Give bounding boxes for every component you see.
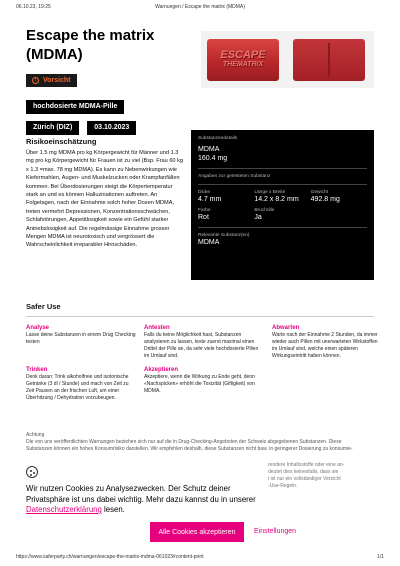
thickness-label: Dicke — [198, 190, 210, 195]
page-title: Escape the matrix (MDMA) — [26, 27, 155, 63]
warning-badge — [26, 74, 77, 87]
pill-imprint-line1: ESCAPE — [220, 49, 266, 61]
risk-text: Über 1.5 mg MDMA pro kg Körpergewicht für Männer und 1.3 mg pro kg Körpergewicht für Frauen ist zu viel (Bsp. Frau 60 kg x 1.3 =max. 78 mg MDMA). Es kann zu Nebenwirkungen wie Kiefermahlen, Augen- und Muskelzucken oder Krampfanfällen kommen. Bei Überdosierungen steigt die Körpertemperatur stark an und es können Halluzinationen auftreten. An Folgetagen, nach der Einnahme solch hoher Dosen MDMA, treten vermehrt Depressionen, Konzentrationsschwächen, Schlafstörungen, Appetitlosigkeit sowie ein Gefühl starker Antriebslosigkeit auf. Die regelmässige Einnahme grosser Mengen MDMA ist neurotoxisch und vergrössert die Wahrscheinlichkeit irreparabler Hirnschäden. — [26, 150, 184, 249]
relevant-value: MDMA — [198, 239, 220, 246]
note-title: Achtung — [26, 432, 45, 438]
overlapped-line: rendere Inhaltsstoffe oder eine an- — [268, 462, 345, 468]
weight-value: 492.8 mg — [310, 196, 340, 203]
overlapped-line: i ist nur ein vollständiger Verzicht — [268, 476, 341, 482]
safer-use-title: Trinken — [26, 367, 48, 373]
safer-use-item — [144, 366, 264, 402]
print-title: Warnungen / Escape the matrix (MDMA) — [155, 4, 245, 10]
relevant-label: Relevante Substanz(en) — [198, 233, 250, 238]
pill-front — [207, 39, 279, 81]
safer-use-text: Akzeptiere, wenn die Wirkung zu Ende geht, denn «Nachspicken» erhöht die Toxizität (Giftigkeit) von MDMA. — [144, 374, 255, 394]
substance-value: MDMA — [198, 146, 220, 153]
safer-use-text: Denk daran: Trink alkoholfreie und isotonische Getränke (3 dl / Stunde) und mach von Zeit zu Zeit Pausen an der frischen Luft, um einer Überhitzung / Dehydration vorzubeugen. — [26, 374, 129, 401]
risk-section — [26, 137, 186, 250]
cookie-settings-button[interactable]: Einstellungen — [254, 522, 296, 542]
safer-use-item — [144, 324, 264, 360]
tag-location: Zürich (DIZ) — [26, 121, 79, 135]
safer-use-text: Falls du keine Möglichkeit hast, Substanzen analysieren zu lassen, teste zuerst maximal einen Drittel der Pille an, da sehr viele hochdosierte Pillen im Umlauf sind. — [144, 332, 259, 359]
overlapped-line: deutet dies keinesfalls, dass sie — [268, 469, 339, 475]
note-line: Substanzen können ein hohes Konsumrisiko darstellen. Wir empfehlen deshalb, diese Substanzen nicht baw. in geringerer Dosierung zu konsumie- — [26, 446, 353, 453]
safer-use-section — [26, 302, 378, 402]
header-block — [26, 26, 196, 135]
tag-pill-type: hochdosierte MDMA-Pille — [26, 100, 124, 114]
accept-all-cookies-button[interactable]: Alle Cookies akzeptieren — [150, 522, 244, 542]
safer-use-text: Lasse deine Substanzen in einem Drug Checking testen — [26, 332, 136, 345]
risk-heading: Risikoeinschätzung — [26, 137, 97, 146]
safer-use-item — [26, 324, 136, 360]
thickness-value: 4.7 mm — [198, 196, 222, 203]
warning-label: Vorsicht — [43, 77, 71, 84]
safer-use-title: Antesten — [144, 325, 170, 331]
tag-date: 03.10.2023 — [87, 121, 136, 135]
print-footer — [16, 554, 384, 560]
color-label: Farbe — [198, 208, 211, 213]
warning-icon: ! — [32, 77, 39, 84]
safer-use-title: Analyse — [26, 325, 50, 331]
safer-use-title: Abwarten — [272, 325, 300, 331]
amount-value: 160.4 mg — [198, 155, 228, 162]
print-url: https://www.saferparty.ch/warnungen/escape-the-matrix-mdma-061023#content-print — [16, 554, 204, 560]
note-line: Die von uns veröffentlichten Warnungen beziehen sich nur auf die in Drug-Checking-Angeboten der Schweiz abgegebenen Substanzen. Diese — [26, 439, 342, 446]
weight-label: Gewicht — [310, 190, 328, 195]
details-panel — [191, 130, 374, 280]
print-date: 06.10.23, 19:25 — [16, 4, 51, 10]
print-page-number: 1/1 — [377, 554, 384, 560]
cookie-banner — [16, 462, 384, 546]
safer-use-title: Akzeptieren — [144, 367, 179, 373]
score-label: Bruchrille — [254, 208, 275, 213]
privacy-policy-link[interactable]: Datenschutzerklärung — [26, 505, 102, 514]
pill-imprint-line2: THEMATRIX — [222, 61, 264, 68]
cookie-overlapped-text — [268, 462, 384, 490]
pill-photo — [201, 31, 374, 88]
safer-use-item — [272, 324, 382, 360]
cookie-icon — [26, 466, 38, 478]
score-value: Ja — [254, 214, 262, 221]
color-value: Rot — [198, 214, 209, 221]
disclaimer-note — [26, 432, 374, 454]
safer-use-text: Warte nach der Einnahme 2 Stunden, da immer wieder auch Pillen mit unerwarteten Wirkstoffen im Umlauf sind, welche einen späteren Wirkungseintritt haben können. — [272, 332, 378, 359]
safer-use-heading: Safer Use — [26, 302, 61, 311]
size-value: 14.2 x 8.2 mm — [254, 196, 299, 203]
print-header — [16, 4, 384, 10]
pill-back — [293, 39, 365, 81]
safer-use-item — [26, 366, 136, 402]
size-label: Länge x Breite — [254, 190, 286, 195]
overlapped-line: -Use-Regeln. — [268, 483, 298, 489]
cookie-text — [26, 484, 266, 516]
substance-label: Substanzendetails — [198, 136, 238, 141]
cookie-text-end: lesen. — [101, 505, 125, 514]
stated-label: Angaben zur getesteten Substanz — [198, 174, 271, 179]
cookie-text-start: Wir nutzen Cookies zu Analysezwecken. Der Schutz deiner Privatsphäre ist uns dabei wichtig. Mehr dazu kannst du in unserer — [26, 484, 256, 504]
